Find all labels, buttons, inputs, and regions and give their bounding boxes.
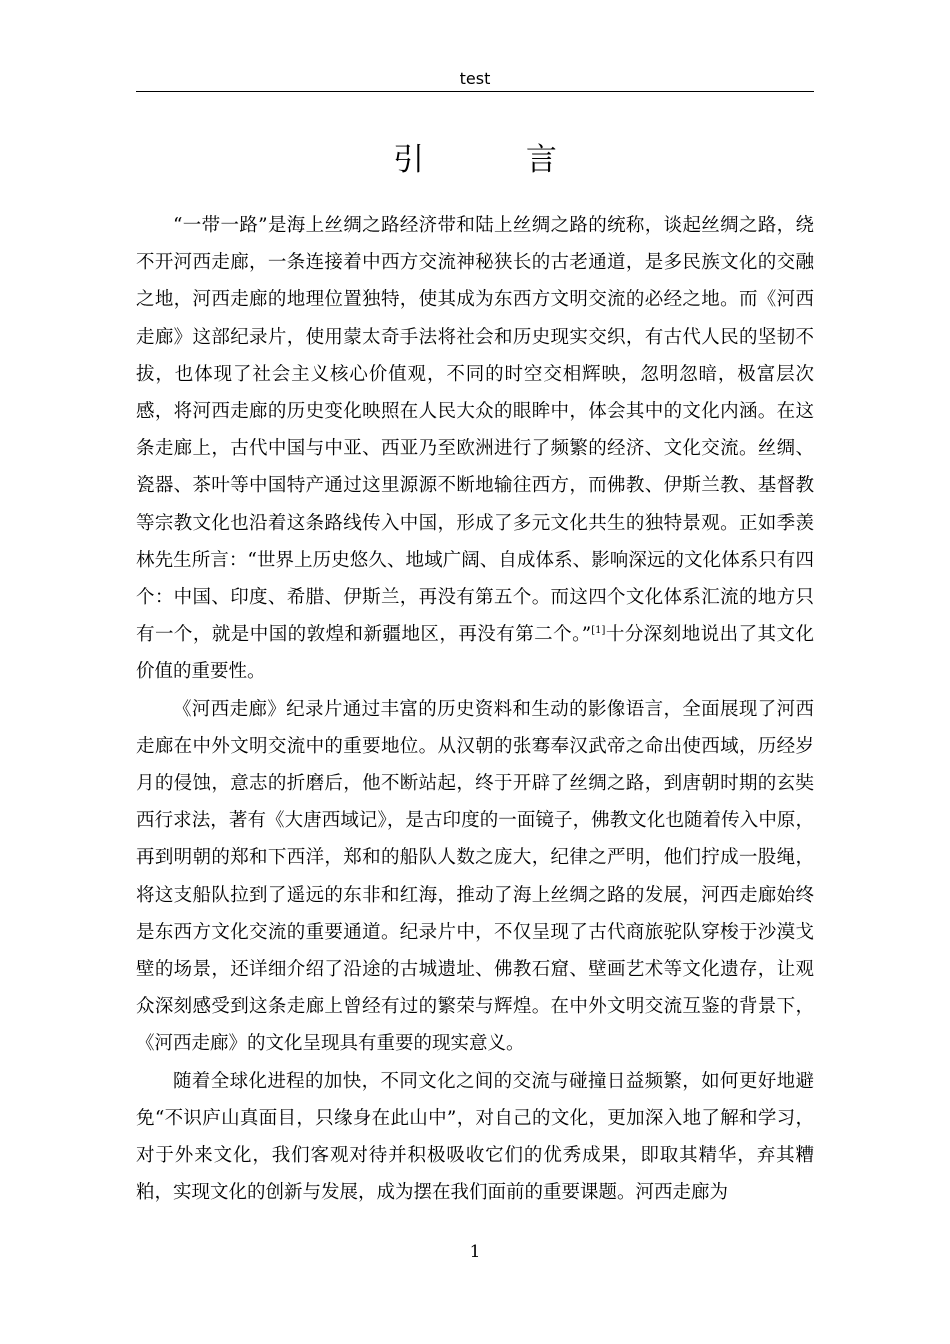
paragraph-3: 随着全球化进程的加快，不同文化之间的交流与碰撞日益频繁，如何更好地避免“不识庐山真面目，只缘身在此山中”，对自己的文化，更加深入地了解和学习，对于外来文化，我们客观对待并积极吸收它们的优秀成果，即取其精华，弃其糟粕，实现文化的创新与发展，成为摆在我们面前的重要课题。河西走廊为 <box>136 1070 814 1204</box>
running-header: test <box>459 69 491 88</box>
citation-marker: [1] <box>591 625 606 637</box>
paragraph-1-text-end: 十分深刻地说出了其文化价值的重要性。 <box>136 624 814 683</box>
paragraph-1-text: “一带一路”是海上丝绸之路经济带和陆上丝绸之路的统称，谈起丝绸之路，绕不开河西走廊，一条连接着中西方交流神秘狭长的古老通道，是多民族文化的交融之地，河西走廊的地理位置独特，使其成为东西方文明交流的必经之地。而《河西走廊》这部纪录片，使用蒙太奇手法将社会和历史现实交织，有古代人民的坚韧不拔，也体现了社会主义核心价值观，不同的时空交相辉映，忽明忽暗，极富层次感，将河西走廊的历史变化映照在人民大众的眼眸中，体会其中的文化内涵。在这条走廊上，古代中国与中亚、西亚乃至欧洲进行了频繁的经济、文化交流。丝绸、瓷器、茶叶等中国特产通过这里源源不断地输往西方，而佛教、伊斯兰教、基督教等宗教文化也沿着这条路线传入中国，形成了多元文化共生的独特景观。正如季羡林先生所言：“世界上历史悠久、地域广阔、自成体系、影响深远的文化体系只有四个：中国、印度、希腊、伊斯兰，再没有第五个。而这四个文化体系汇流的地方只有一个，就是中国的敦煌和新疆地区，再没有第二个。” <box>136 215 814 646</box>
section-title: 引 言 <box>393 142 603 178</box>
page-number: 1 <box>469 1242 481 1262</box>
paragraph-2: 《河西走廊》纪录片通过丰富的历史资料和生动的影像语言，全面展现了河西走廊在中外文明交流中的重要地位。从汉朝的张骞奉汉武帝之命出使西域，历经岁月的侵蚀，意志的折磨后，他不断站起，终于开辟了丝绸之路，到唐朝时期的玄奘西行求法，著有《大唐西域记》，是古印度的一面镜子，佛教文化也随着传入中原，再到明朝的郑和下西洋，郑和的船队人数之庞大，纪律之严明，他们拧成一股绳，将这支船队拉到了遥远的东非和红海，推动了海上丝绸之路的发展，河西走廊始终是东西方文化交流的重要通道。纪录片中，不仅呈现了古代商旅驼队穿梭于沙漠戈壁的场景，还详细介绍了沿途的古城遗址、佛教石窟、壁画艺术等文化遗存，让观众深刻感受到这条走廊上曾经有过的繁荣与辉煌。在中外文明交流互鉴的背景下，《河西走廊》的文化呈现具有重要的现实意义。 <box>136 698 814 1055</box>
paragraph-1 <box>136 207 814 691</box>
body-text <box>136 207 814 1211</box>
header-divider <box>136 91 814 92</box>
